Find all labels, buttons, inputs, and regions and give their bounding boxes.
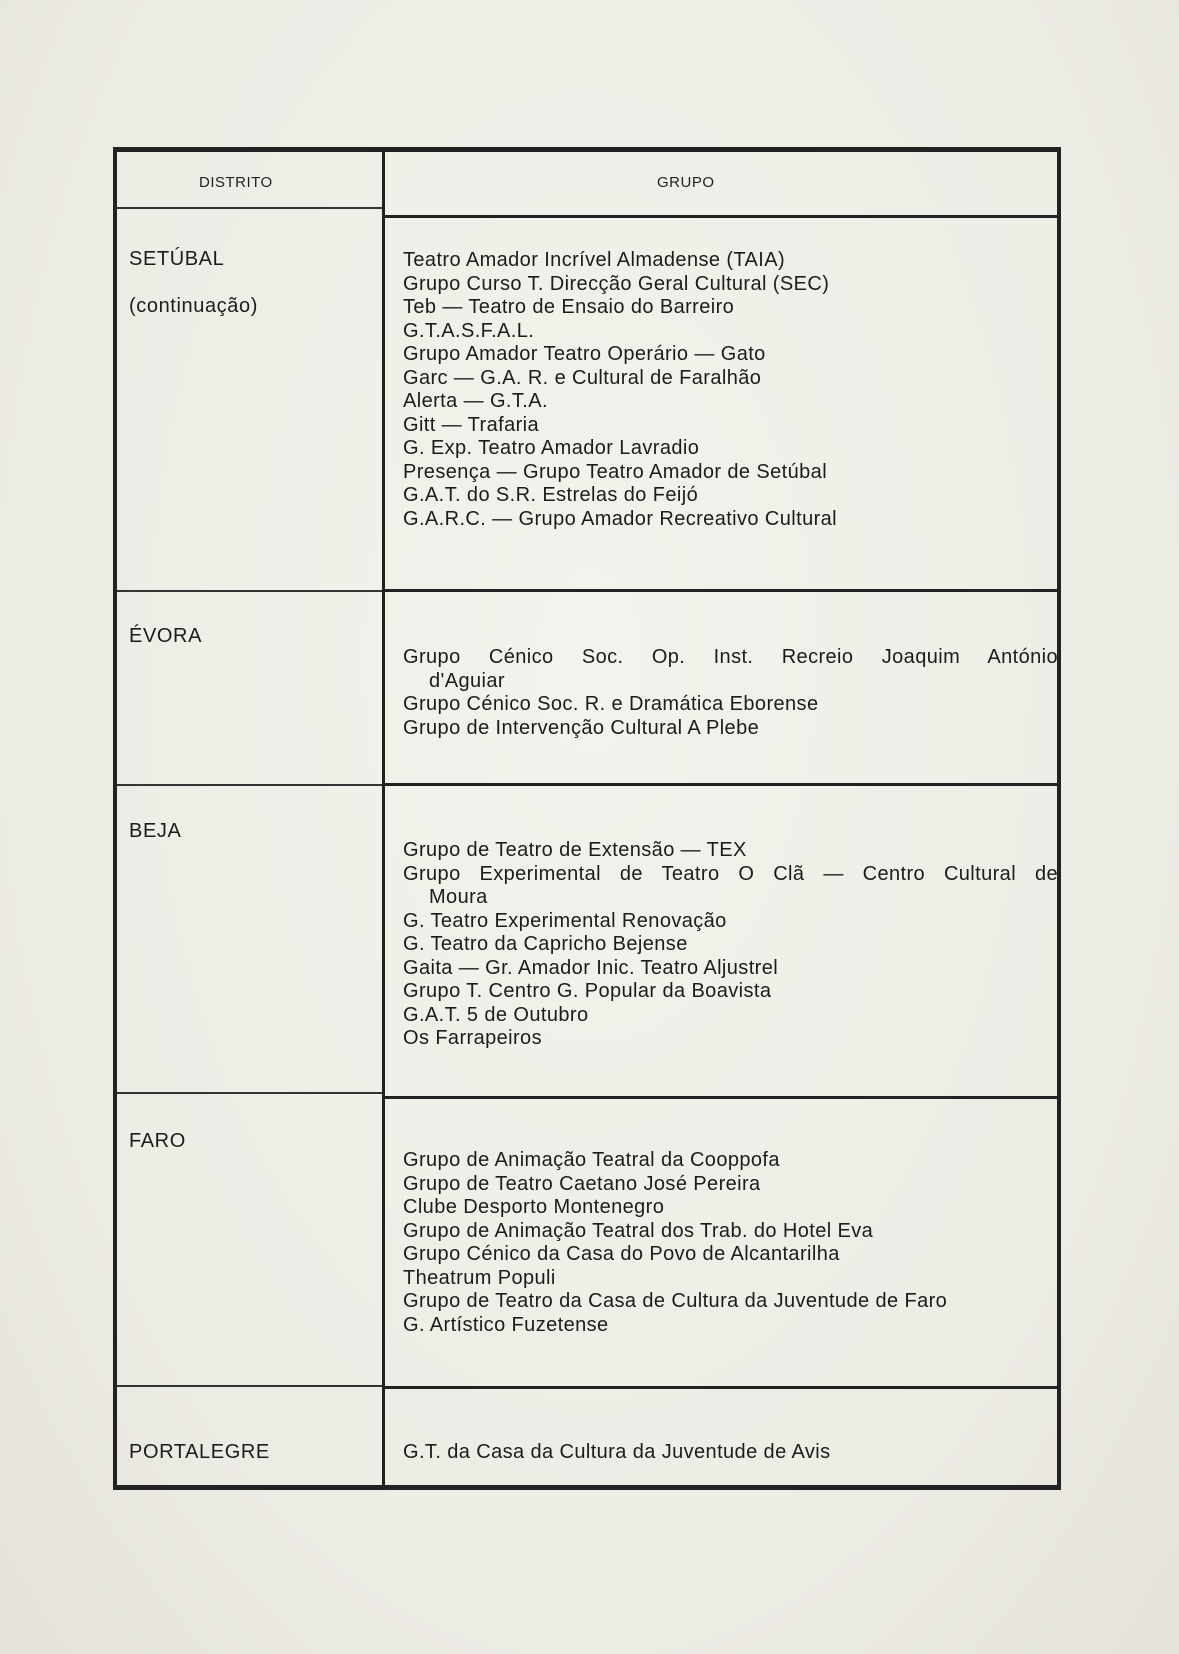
list-item: Os Farrapeiros <box>403 1027 542 1049</box>
list-item: Alerta — G.T.A. <box>403 390 548 412</box>
group-list-evora <box>403 646 1058 740</box>
section-rule-right <box>385 589 1057 592</box>
district-portalegre: PORTALEGRE <box>129 1441 270 1463</box>
header-group: GRUPO <box>657 174 715 191</box>
section-rule-right <box>385 783 1057 786</box>
list-item: Grupo de Teatro de Extensão — TEX <box>403 839 747 861</box>
list-item: Moura <box>429 886 488 908</box>
list-item: Teb — Teatro de Ensaio do Barreiro <box>403 296 735 318</box>
list-item: Theatrum Populi <box>403 1266 556 1289</box>
list-item: Presença — Grupo Teatro Amador de Setúbal <box>403 460 828 483</box>
list-item: G.A.R.C. — Grupo Amador Recreativo Cultural <box>403 507 838 530</box>
district-evora: ÉVORA <box>129 625 203 647</box>
list-item: G.T. da Casa da Cultura da Juventude de Avis <box>403 1441 831 1463</box>
list-item: Gitt — Trafaria <box>403 413 540 436</box>
header-rule-right <box>385 215 1057 218</box>
section-rule-left <box>117 784 382 786</box>
list-item: Clube Desporto Montenegro <box>403 1196 665 1218</box>
list-item: Grupo de Teatro Caetano José Pereira <box>403 1172 761 1195</box>
list-item: G.A.T. 5 de Outubro <box>403 1003 589 1026</box>
list-item: Grupo T. Centro G. Popular da Boavista <box>403 980 772 1002</box>
section-rule-left <box>117 1092 382 1094</box>
section-rule-left <box>117 590 382 592</box>
list-item: G. Teatro da Capricho Bejense <box>403 933 688 955</box>
list-item: Grupo Experimental de Teatro O Clã — Centro Cultural de <box>403 862 1058 885</box>
section-rule-right <box>385 1386 1057 1389</box>
list-item: Teatro Amador Incrível Almadense (TAIA) <box>403 249 786 271</box>
district-setubal-note: (continuação) <box>129 295 258 317</box>
district-beja: BEJA <box>129 820 182 842</box>
list-item: Grupo Curso T. Direcção Geral Cultural (SEC) <box>403 272 830 295</box>
list-item: G. Exp. Teatro Amador Lavradio <box>403 437 700 459</box>
list-item: Grupo Cénico Soc. Op. Inst. Recreio Joaquim António <box>403 646 1058 668</box>
list-item: G. Teatro Experimental Renovação <box>403 909 727 932</box>
district-setubal: SETÚBAL <box>129 248 225 270</box>
district-faro: FARO <box>129 1130 186 1152</box>
group-list-setubal <box>403 249 1058 531</box>
list-item: Grupo de Animação Teatral dos Trab. do Hotel Eva <box>403 1219 874 1242</box>
list-item: Gaita — Gr. Amador Inic. Teatro Aljustrel <box>403 956 779 979</box>
list-item: Grupo Amador Teatro Operário — Gato <box>403 343 766 365</box>
group-list-portalegre <box>403 1441 1058 1465</box>
district-group-table <box>113 147 1061 1490</box>
group-list-beja <box>403 839 1058 1051</box>
list-item: G. Artístico Fuzetense <box>403 1313 609 1336</box>
list-item: G.T.A.S.F.A.L. <box>403 319 535 342</box>
list-item: Grupo Cénico da Casa do Povo de Alcantarilha <box>403 1243 840 1265</box>
header-district: DISTRITO <box>199 174 273 191</box>
list-item: Grupo de Animação Teatral da Cooppofa <box>403 1149 780 1171</box>
list-item: d'Aguiar <box>429 669 505 692</box>
column-divider <box>382 152 385 1485</box>
list-item: Garc — G.A. R. e Cultural de Faralhão <box>403 366 762 389</box>
section-rule-left <box>117 1385 382 1387</box>
list-item: Grupo Cénico Soc. R. e Dramática Eborense <box>403 693 819 715</box>
list-item: G.A.T. do S.R. Estrelas do Feijó <box>403 484 699 506</box>
list-item: Grupo de Teatro da Casa de Cultura da Juventude de Faro <box>403 1290 948 1312</box>
group-list-faro <box>403 1149 1058 1337</box>
section-rule-right <box>385 1096 1057 1099</box>
header-rule-left <box>117 207 382 209</box>
list-item: Grupo de Intervenção Cultural A Plebe <box>403 716 760 739</box>
